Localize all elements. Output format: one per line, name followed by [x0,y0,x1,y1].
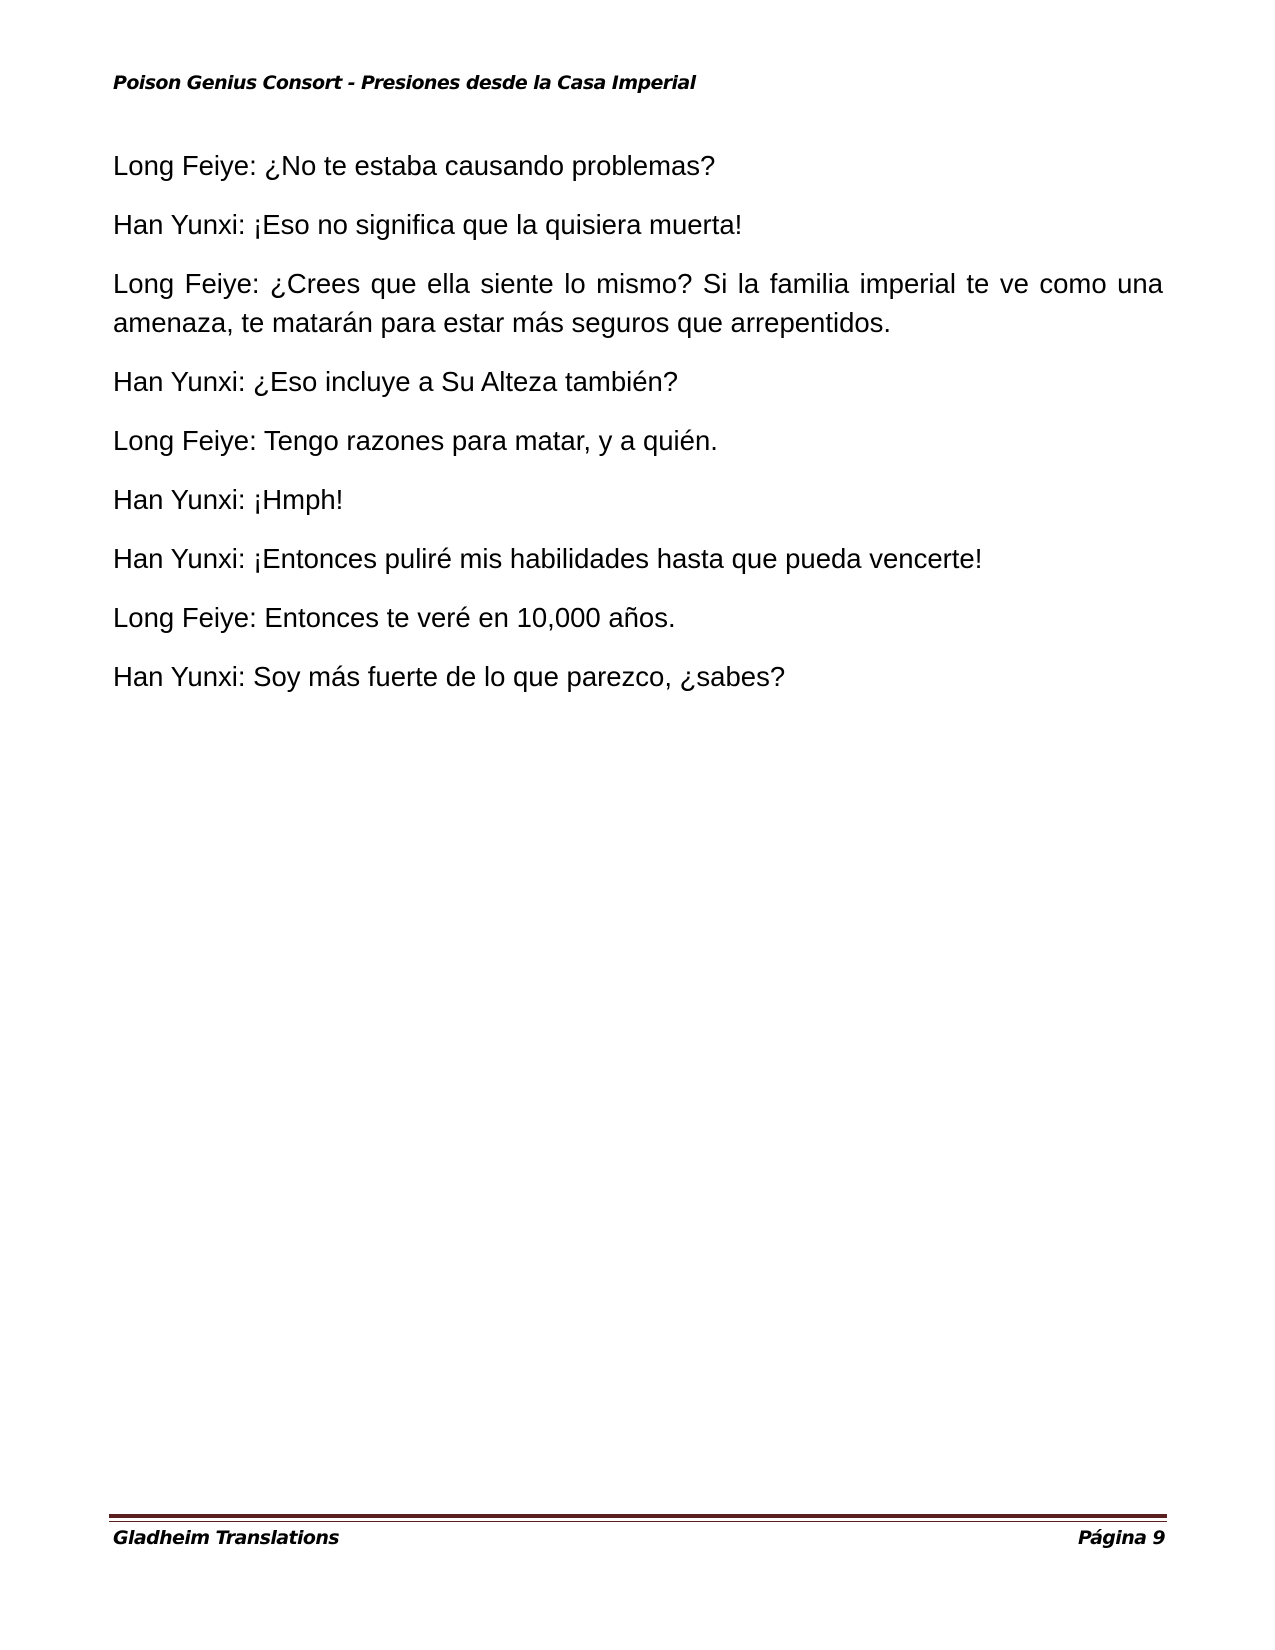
dialogue-line: Long Feiye: ¿Crees que ella siente lo mismo? Si la familia imperial te ve como una amenaza, te matarán para estar más seguros que arrepentidos. [113,268,1163,338]
footer-publisher: Gladheim Translations [113,1527,339,1549]
footer-page-number: Página 9 [1077,1527,1165,1549]
dialogue-line: Han Yunxi: ¡Hmph! [113,484,344,515]
dialogue-line: Long Feiye: ¿No te estaba causando problemas? [113,150,716,181]
footer-divider [109,1514,1167,1518]
page-header-title: Poison Genius Consort - Presiones desde la Casa Imperial [113,72,696,94]
dialogue-line: Han Yunxi: Soy más fuerte de lo que parezco, ¿sabes? [113,661,786,692]
dialogue-line: Long Feiye: Tengo razones para matar, y a quién. [113,425,718,456]
dialogue-line: Han Yunxi: ¿Eso incluye a Su Alteza también? [113,366,679,397]
footer-divider-thin [109,1521,1167,1522]
dialogue-line: Long Feiye: Entonces te veré en 10,000 años. [113,602,676,633]
dialogue-line: Han Yunxi: ¡Eso no significa que la quisiera muerta! [113,209,743,240]
dialogue-line: Han Yunxi: ¡Entonces puliré mis habilidades hasta que pueda vencerte! [113,543,983,574]
dialogue-body [113,146,1163,716]
